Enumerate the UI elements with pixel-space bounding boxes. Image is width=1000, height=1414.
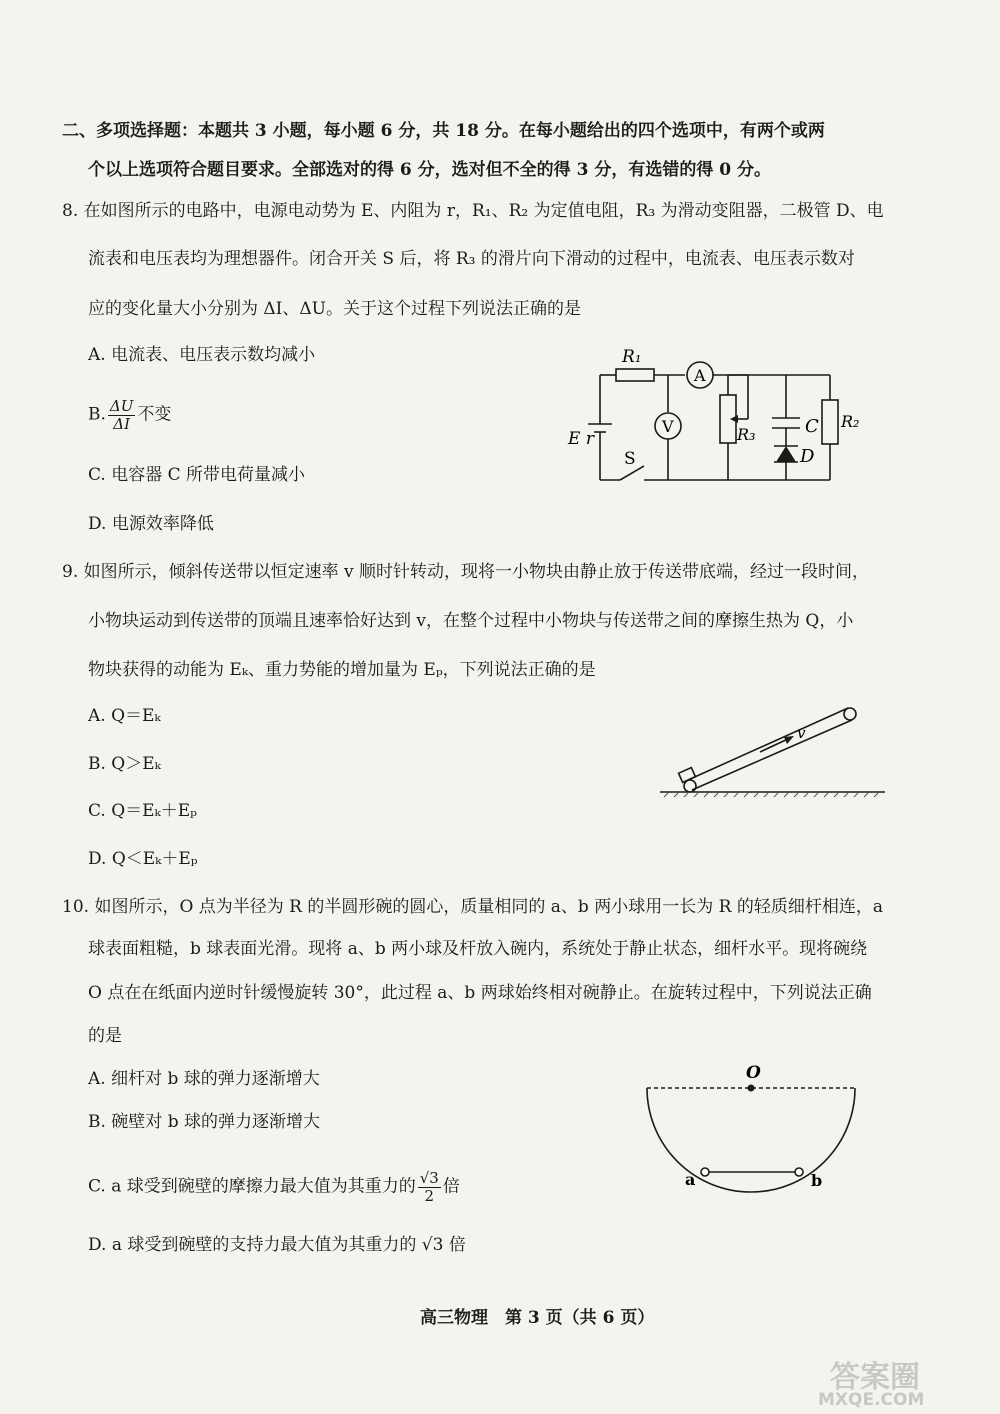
q8-stem-line3: 应的变化量大小分别为 ΔI、ΔU。关于这个过程下列说法正确的是 [88, 299, 581, 319]
q8-label-diode: D [800, 446, 815, 467]
watermark-top: 答案圈 [830, 1360, 920, 1395]
q10-bowl-diagram [635, 1063, 875, 1198]
q10-label-b: b [811, 1171, 823, 1190]
q10-stem-line1: 10. 如图所示，O 点为半径为 R 的半圆形碗的圆心，质量相同的 a、b 两小球用一长为 R 的轻质细杆相连，a [62, 897, 883, 917]
q8-label-capacitor: C [805, 416, 819, 437]
q8-label-r3: R₃ [737, 425, 756, 444]
q8-label-switch: S [624, 449, 636, 469]
q8-option-b [88, 398, 171, 432]
q10-option-c [88, 1170, 460, 1204]
q10-option-c-fraction [418, 1170, 441, 1204]
q8-stem-line1: 8. 在如图所示的电路中，电源电动势为 E、内阻为 r，R₁、R₂ 为定值电阻，R₃ 为滑动变阻器，二极管 D、电 [62, 201, 884, 221]
page-footer: 高三物理 第 3 页（共 6 页） [420, 1308, 655, 1328]
q8-option-d: D. 电源效率降低 [88, 514, 214, 534]
q10-option-d: D. a 球受到碗壁的支持力最大值为其重力的 √3 倍 [88, 1235, 466, 1255]
q9-conveyor-diagram [670, 700, 900, 810]
q9-velocity-arrow-icon [784, 736, 794, 744]
q10-option-c-num: √3 [419, 1169, 439, 1187]
q9-option-c: C. Q＝Eₖ＋Eₚ [88, 801, 197, 821]
section-header-line2: 个以上选项符合题目要求。全部选对的得 6 分，选对但不全的得 3 分，有选错的得 0 分。 [88, 160, 771, 180]
q10-center-point-icon [748, 1085, 755, 1092]
q10-stem-line4: 的是 [88, 1026, 122, 1046]
q8-diode-icon [776, 446, 796, 462]
q9-option-a: A. Q＝Eₖ [88, 706, 161, 726]
q10-option-b: B. 碗壁对 b 球的弹力逐渐增大 [88, 1112, 320, 1132]
q8-label-r1: R₁ [622, 347, 642, 367]
q8-option-c: C. 电容器 C 所带电荷量减小 [88, 465, 306, 485]
q9-stem-line2: 小物块运动到传送带的顶端且速率恰好达到 v，在整个过程中小物块与传送带之间的摩擦生热为 Q，小 [88, 611, 854, 631]
q10-ball-b-icon [795, 1168, 803, 1176]
q10-option-c-den: 2 [424, 1186, 435, 1205]
q8-circuit-diagram [560, 340, 860, 490]
q10-ball-a-icon [701, 1168, 709, 1176]
q8-option-b-suffix: 不变 [137, 404, 172, 425]
watermark-bottom: MXQE.COM [818, 1390, 925, 1410]
q10-option-a: A. 细杆对 b 球的弹力逐渐增大 [88, 1069, 320, 1089]
q9-label-v: v [797, 724, 806, 742]
q10-stem-line2: 球表面粗糙，b 球表面光滑。现将 a、b 两小球及杆放入碗内，系统处于静止状态，细杆水平。现将碗绕 [88, 939, 868, 959]
q8-label-r2: R₂ [841, 412, 860, 431]
q10-option-c-prefix: C. a 球受到碗壁的摩擦力最大值为其重力的 [88, 1176, 416, 1197]
q10-option-c-suffix: 倍 [442, 1176, 460, 1197]
q8-label-ammeter: A [694, 366, 706, 385]
q8-option-b-prefix: B. [88, 404, 106, 425]
q10-label-o: O [746, 1063, 761, 1083]
q8-option-b-num: ΔU [109, 397, 134, 415]
q9-stem-line3: 物块获得的动能为 Eₖ、重力势能的增加量为 Eₚ，下列说法正确的是 [88, 660, 596, 680]
q8-option-a: A. 电流表、电压表示数均减小 [88, 345, 316, 365]
q10-stem-line3: O 点在在纸面内逆时针缓慢旋转 30°，此过程 a、b 两球始终相对碗静止。在旋转过程中，下列说法正确 [88, 983, 872, 1003]
section-header-line1: 二、多项选择题：本题共 3 小题，每小题 6 分，共 18 分。在每小题给出的四个选项中，有两个或两 [62, 121, 825, 141]
q8-option-b-den: ΔI [113, 414, 131, 433]
q9-option-b: B. Q＞Eₖ [88, 754, 161, 774]
q8-label-source: E r [568, 429, 594, 449]
q9-stem-line1: 9. 如图所示，倾斜传送带以恒定速率 v 顺时针转动，现将一小物块由静止放于传送带底端，经过一段时间， [62, 562, 870, 582]
q8-stem-line2: 流表和电压表均为理想器件。闭合开关 S 后，将 R₃ 的滑片向下滑动的过程中，电流表、电压表示数对 [88, 249, 855, 269]
q9-option-d: D. Q＜Eₖ＋Eₚ [88, 849, 198, 869]
q8-label-voltmeter: V [662, 417, 674, 436]
q10-label-a: a [685, 1170, 696, 1189]
q8-option-b-fraction [108, 398, 135, 432]
